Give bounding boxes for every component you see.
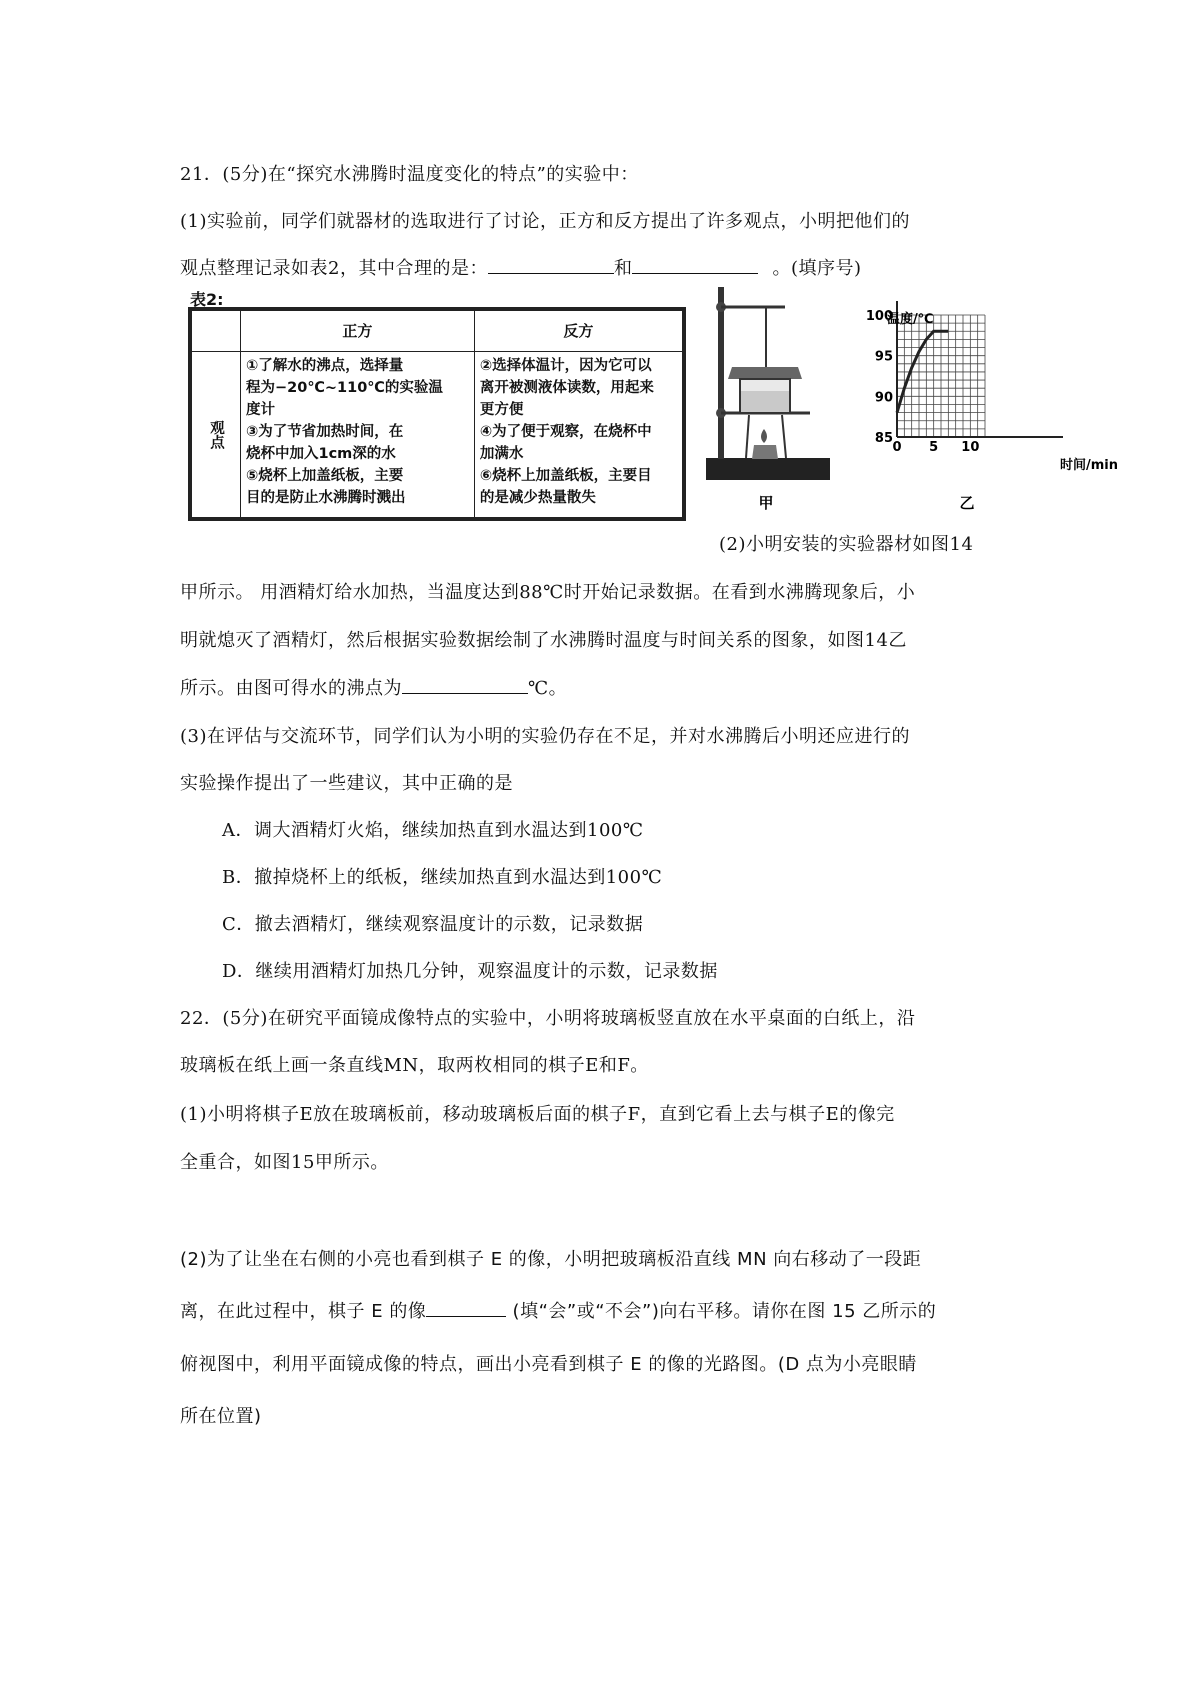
- option-a[interactable]: A．调大酒精灯火焰，继续加热直到水温达到100℃: [222, 820, 644, 841]
- con-line: ⑥烧杯上加盖纸板，主要目: [479, 468, 652, 484]
- q21-part2-line2: 明就熄灭了酒精灯，然后根据实验数据绘制了水沸腾时温度与时间关系的图象，如图14乙: [180, 630, 907, 651]
- con-line: ④为了便于观察，在烧杯中: [479, 424, 652, 440]
- q22-part1-line2: 全重合，如图15甲所示。: [180, 1152, 389, 1173]
- q21-part2-line3: [180, 674, 567, 700]
- pro-line: 烧杯中加入1cm深的水: [246, 446, 396, 462]
- water: [741, 391, 789, 412]
- q21-part3-line1: (3)在评估与交流环节，同学们认为小明的实验仍存在不足，并对水沸腾后小明还应进行的: [180, 726, 910, 747]
- col-header-pro: 正方: [241, 311, 475, 352]
- con-cell: [474, 352, 682, 518]
- con-line: 更方便: [479, 402, 524, 418]
- option-b[interactable]: B．撤掉烧杯上的纸板，继续加热直到水温达到100℃: [222, 867, 663, 888]
- answer-blank-2[interactable]: [632, 255, 758, 274]
- con-line: 加满水: [479, 446, 524, 462]
- alcohol-lamp: [752, 445, 778, 459]
- x-tick-label: 0: [892, 440, 902, 455]
- q22-part2-text: 离，在此过程中，棋子 E 的像: [180, 1301, 427, 1322]
- q22-part2-line3: 俯视图中，利用平面镜成像的特点，画出小亮看到棋子 E 的像的光路图。(D 点为小亮眼睛: [180, 1354, 917, 1375]
- table-caption: 表2:: [190, 290, 224, 309]
- fig-yi-label: 乙: [959, 494, 975, 512]
- con-line: ②选择体温计，因为它可以: [479, 358, 652, 374]
- q21-part1-hint: 。(填序号): [772, 258, 862, 279]
- pro-line: 目的是防止水沸腾时溅出: [246, 490, 406, 506]
- q21-part1-and: 和: [613, 258, 633, 279]
- pro-line: ⑤烧杯上加盖纸板，主要: [246, 468, 404, 484]
- con-line: 离开被测液体读数，用起来: [479, 380, 654, 396]
- q21-part2-text: 所示。由图可得水的沸点为: [180, 678, 402, 699]
- pro-line: 程为−20℃~110℃的实验温: [246, 380, 443, 396]
- q22-title: 22．(5分)在研究平面镜成像特点的实验中，小明将玻璃板竖直放在水平桌面的白纸上，沿: [180, 1008, 916, 1029]
- boiling-point-blank[interactable]: [402, 675, 528, 694]
- tripod-leg: [746, 415, 749, 458]
- q22-part2-line4: 所在位置): [180, 1406, 262, 1427]
- q21-part2-unit: ℃。: [528, 678, 568, 699]
- stand-base: [706, 458, 830, 480]
- flame: [761, 429, 767, 443]
- q22-part1-line1: (1)小明将棋子E放在玻璃板前，移动玻璃板后面的棋子F，直到它看上去与棋子E的像完: [180, 1104, 895, 1125]
- tripod-leg: [782, 415, 786, 458]
- y-tick-label: 90: [874, 390, 893, 406]
- q21-part1-line1: (1)实验前，同学们就器材的选取进行了讨论，正方和反方提出了许多观点，小明把他们的: [180, 211, 910, 232]
- row-header-viewpoints: 观点: [192, 352, 241, 518]
- y-tick-label: 85: [874, 431, 893, 446]
- col-header-con: 反方: [474, 311, 682, 352]
- pro-line: ①了解水的沸点，选择量: [246, 358, 404, 374]
- pro-cell: [241, 352, 475, 518]
- q21-part1-text: 观点整理记录如表2，其中合理的是：: [180, 258, 488, 279]
- q22-part2-line1: (2)为了让坐在右侧的小亮也看到棋子 E 的像，小明把玻璃板沿直线 MN 向右移动了一段距: [180, 1249, 922, 1270]
- answer-blank-1[interactable]: [488, 255, 614, 274]
- chart-ylabel: 温度/℃: [887, 312, 934, 327]
- fig-jia-label: 甲: [758, 494, 774, 512]
- option-d[interactable]: D．继续用酒精灯加热几分钟，观察温度计的示数，记录数据: [222, 961, 718, 982]
- chart-xlabel: 时间/min: [1060, 458, 1119, 473]
- image-move-blank[interactable]: [426, 1298, 506, 1317]
- x-tick-label: 5: [929, 440, 939, 455]
- option-c[interactable]: C．撤去酒精灯，继续观察温度计的示数，记录数据: [222, 914, 644, 935]
- cardboard-lid: [728, 367, 802, 379]
- q21-part2-line0: (2)小明安装的实验器材如图14: [719, 534, 974, 555]
- apparatus-figure: [700, 285, 840, 515]
- q21-part1-line2: [180, 254, 862, 280]
- q22-part2-line2: [180, 1297, 936, 1323]
- q21-title: 21．(5分)在“探究水沸腾时温度变化的特点”的实验中：: [180, 164, 639, 185]
- q22-part2-hint: (填“会”或“不会”)向右平移。请你在图 15 乙所示的: [506, 1301, 937, 1322]
- con-line: 的是减少热量散失: [479, 490, 596, 506]
- pro-line: 度计: [246, 402, 275, 418]
- q22-line2: 玻璃板在纸上画一条直线MN，取两枚相同的棋子E和F。: [180, 1055, 649, 1076]
- y-tick-label: 95: [874, 349, 893, 365]
- stand-rod: [718, 287, 724, 459]
- x-tick-label: 10: [961, 440, 980, 455]
- pro-line: ③为了节省加热时间，在: [246, 424, 404, 440]
- q21-part2-line1: 甲所示。 用酒精灯给水加热，当温度达到88℃时开始记录数据。在看到水沸腾现象后，小: [180, 582, 916, 603]
- q21-part3-line2: 实验操作提出了一些建议，其中正确的是: [180, 773, 513, 794]
- table-corner: [192, 311, 241, 352]
- y-tick-label: 100: [865, 309, 893, 324]
- temp-time-chart: [865, 285, 1137, 515]
- viewpoints-table: [188, 307, 686, 521]
